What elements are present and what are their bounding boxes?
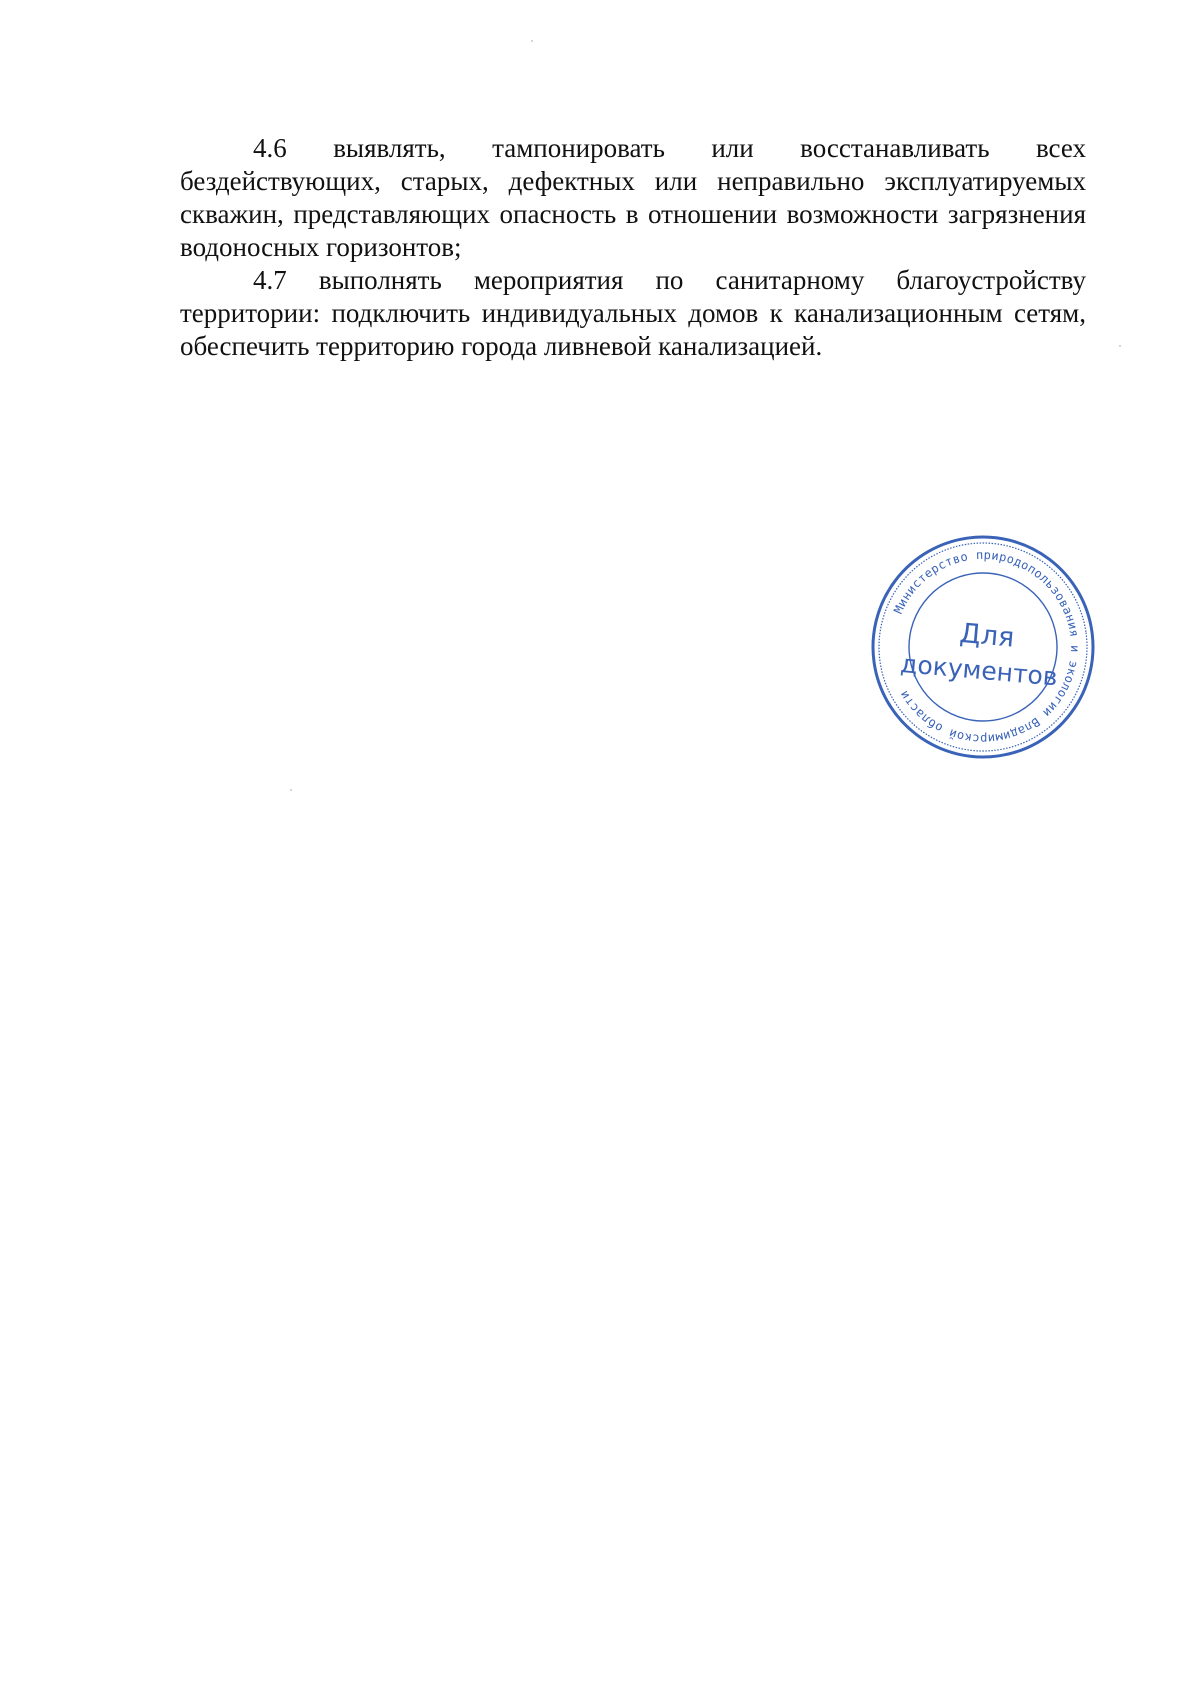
scan-speck xyxy=(290,789,292,791)
paragraph-4-6: 4.6 выявлять, тампонировать или восстанавливать всех бездействующих, старых, дефектных или неправильно эксплуатируемых скважин, представляющих опасность в отношении возможности загрязнения водоносных горизонтов; xyxy=(180,133,1086,262)
document-body xyxy=(180,132,1086,363)
scan-speck xyxy=(531,40,533,42)
paragraph-4-7: 4.7 выполнять мероприятия по санитарному благоустройству территории: подключить индивидуальных домов к канализационным сетям, обеспечить территорию города ливневой канализацией. xyxy=(180,265,1086,361)
stamp-center-line-1: Для xyxy=(958,617,1016,654)
stamp-center-line-2: документов xyxy=(899,648,1059,692)
official-seal-stamp xyxy=(868,532,1098,762)
scan-speck xyxy=(1119,345,1121,347)
stamp-ring-text: Министерство природопользования и экологии Владимирской области xyxy=(891,547,1083,747)
